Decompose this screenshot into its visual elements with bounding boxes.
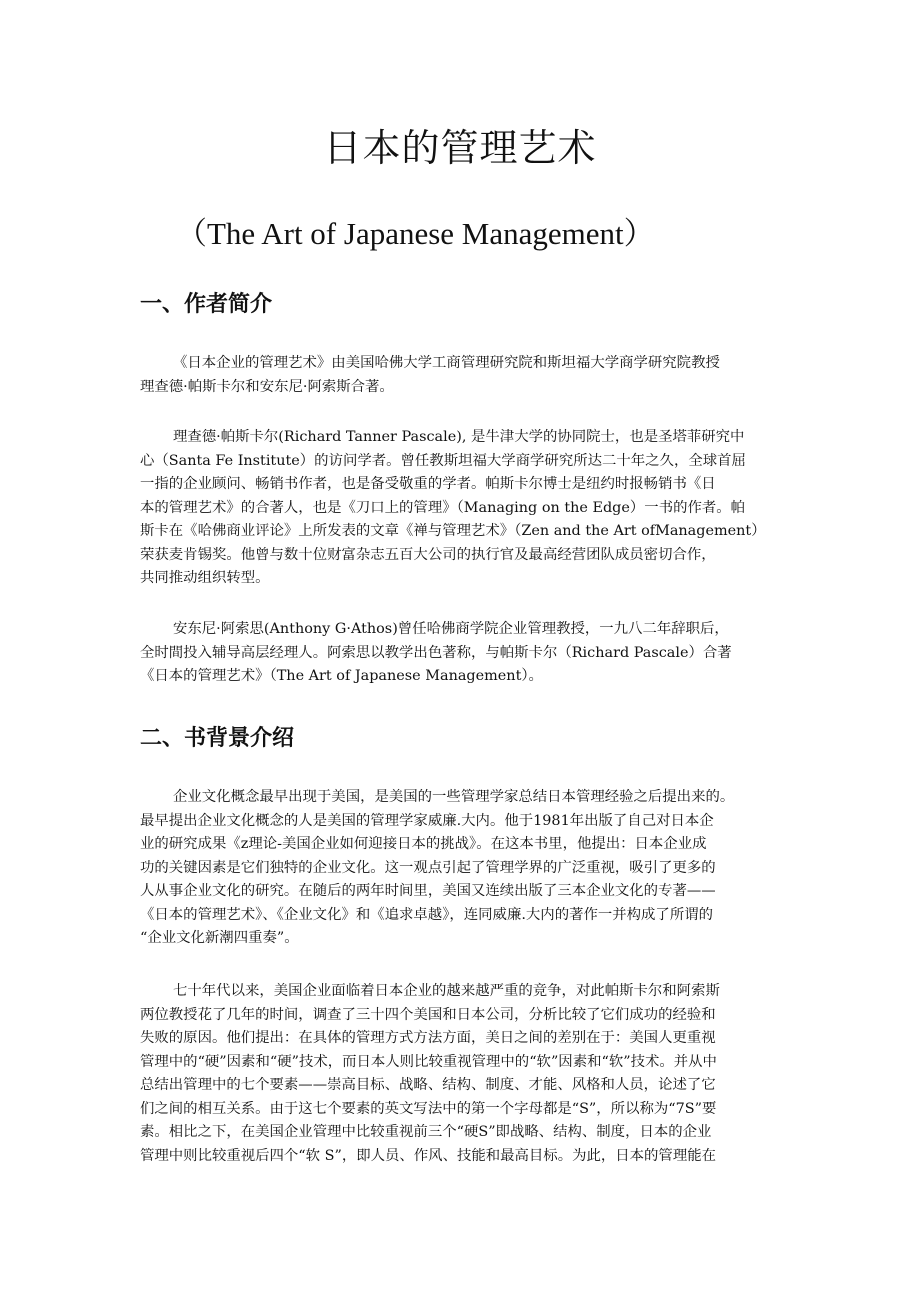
text-line: 管理中的“硬”因素和“硬”技术，而日本人则比较重视管理中的“软”因素和“软”技术。并从中 [140, 1053, 717, 1070]
text-line: 安东尼·阿索思(Anthony G·Athos)曾任哈佛商学院企业管理教授，一九八二年辞职后， [173, 621, 729, 637]
text-line: 素。相比之下，在美国企业管理中比较重视前三个“硬S”即战略、结构、制度，日本的企业 [140, 1124, 712, 1140]
text-line: 本的管理艺术》的合著人，也是《刀口上的管理》（Managing on the Edge）一书的作者。帕 [140, 499, 746, 516]
paragraph-intro [140, 352, 800, 399]
text-line: 人从事企业文化的研究。在随后的两年时间里，美国又连续出版了三本企业文化的专著—— [140, 883, 716, 899]
paragraph-corporate-culture [140, 786, 800, 951]
text-line: 们之间的相互关系。由于这七个要素的英文写法中的第一个字母都是“S”，所以称为“7S”要 [140, 1100, 717, 1117]
text-line: 最早提出企业文化概念的人是美国的管理学家威廉.大内。他于1981年出版了自己对日本企 [140, 812, 714, 829]
text-line: 一指的企业顾问、畅销书作者，也是备受敬重的学者。帕斯卡尔博士是纽约时报畅销书《日 [140, 476, 716, 492]
text-line: 荣获麦肯锡奖。他曾与数十位财富杂志五百大公司的执行官及最高经营团队成员密切合作， [140, 546, 716, 563]
document-title: 日本的管理艺术 [323, 126, 597, 170]
text-line: 《日本的管理艺术》、《企业文化》和《追求卓越》，连同威廉.大内的著作一并构成了所谓的 [140, 906, 713, 923]
text-line: 业的研究成果《z理论-美国企业如何迎接日本的挑战》。在这本书里，他提出：日本企业成 [140, 836, 707, 852]
section-heading-background: 二、书背景介绍 [140, 726, 295, 751]
text-line: “企业文化新潮四重奏”。 [140, 930, 299, 946]
paragraph-7s-model [140, 980, 800, 1168]
text-line: 理查德·帕斯卡尔(Richard Tanner Pascale), 是牛津大学的协同院士，也是圣塔菲研究中 [173, 429, 745, 445]
text-line: 斯卡在《哈佛商业评论》上所发表的文章《禅与管理艺术》（Zen and the Art ofManagement） [140, 523, 766, 539]
text-line: 两位教授花了几年的时间，调查了三十四个美国和日本公司，分析比较了它们成功的经验和 [140, 1006, 716, 1023]
text-line: 《日本的管理艺术》（The Art of Japanese Management）。 [140, 668, 543, 684]
text-line: 企业文化概念最早出现于美国，是美国的一些管理学家总结日本管理经验之后提出来的。 [173, 789, 735, 805]
text-line: 总结出管理中的七个要素——崇高目标、战略、结构、制度、才能、风格和人员，论述了它 [140, 1077, 716, 1093]
document-subtitle: （The Art of Japanese Management） [176, 216, 655, 251]
text-line: 功的关键因素是它们独特的企业文化。这一观点引起了管理学界的广泛重视，吸引了更多的 [140, 859, 716, 876]
text-line: 理查德·帕斯卡尔和安东尼·阿索斯合著。 [140, 378, 394, 395]
text-line: 心（Santa Fe Institute）的访问学者。曾任教斯坦福大学商学研究所达二十年之久，全球首屈 [140, 452, 746, 469]
text-line: 七十年代以来，美国企业面临着日本企业的越来越严重的竞争，对此帕斯卡尔和阿索斯 [173, 983, 720, 999]
paragraph-pascale [140, 426, 800, 591]
text-line: 共同推动组织转型。 [140, 570, 270, 586]
paragraph-athos [140, 618, 800, 689]
text-line: 全时間投入辅导高层经理人。阿索思以教学出色著称，与帕斯卡尔（Richard Pascale）合著 [140, 644, 732, 661]
text-line: 《日本企业的管理艺术》由美国哈佛大学工商管理研究院和斯坦福大学商学研究院教授 [173, 355, 720, 371]
section-heading-author: 一、作者简介 [140, 292, 273, 317]
text-line: 管理中则比较重视后四个“软 S”，即人员、作风、技能和最高目标。为此，日本的管理能在 [140, 1147, 716, 1164]
text-line: 失败的原因。他们提出：在具体的管理方式方法方面，美日之间的差别在于：美国人更重视 [140, 1030, 716, 1046]
